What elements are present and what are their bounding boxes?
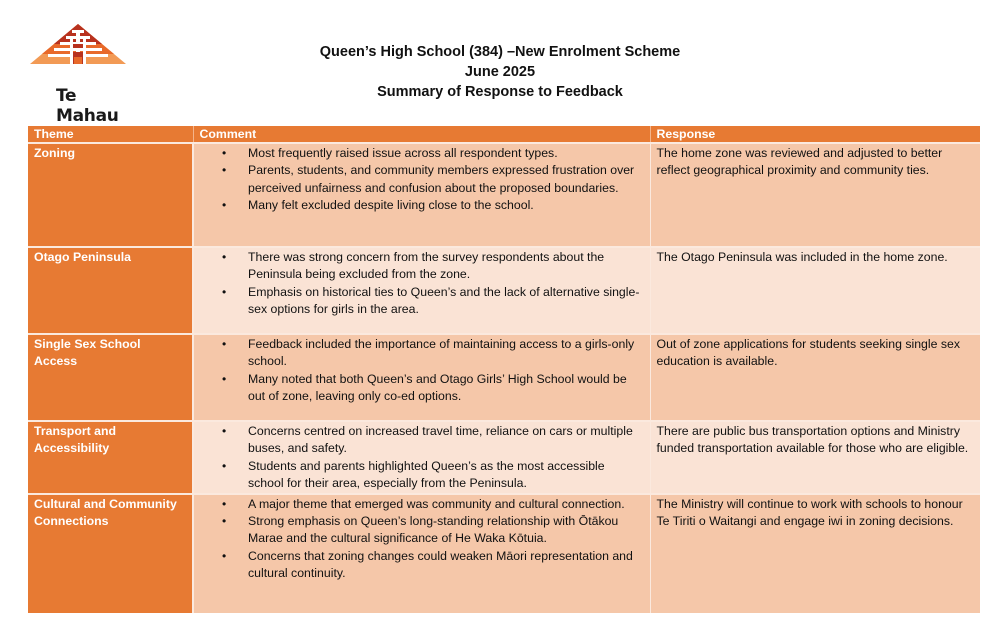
comment-item: • Strong emphasis on Queen’s long-standing relationship with Ōtākou Marae and the cultural significance of He Waka Kōtuia. [248, 513, 644, 548]
column-header-response: Response [650, 126, 980, 143]
document-title [240, 42, 760, 102]
column-header-theme: Theme [28, 126, 193, 143]
comment-list [200, 423, 644, 493]
comment-item: • Many felt excluded despite living close to the school. [248, 197, 644, 214]
response-cell: The Ministry will continue to work with schools to honour Te Tiriti o Waitangi and engage iwi in zoning decisions. [650, 494, 980, 613]
comment-item: • Parents, students, and community members expressed frustration over perceived unfairness and confusion about the proposed boundaries. [248, 162, 644, 197]
response-cell: There are public bus transportation options and Ministry funded transportation available for those who are eligible. [650, 421, 980, 494]
te-mahau-logo [28, 22, 128, 126]
table-row [28, 247, 980, 334]
comment-item: • A major theme that emerged was community and cultural connection. [248, 496, 644, 513]
te-mahau-triangle-logo-icon [28, 22, 128, 66]
theme-cell: Transport and Accessibility [28, 421, 193, 494]
comment-cell [193, 143, 650, 247]
comment-item: • Feedback included the importance of maintaining access to a girls-only school. [248, 336, 644, 371]
table-row [28, 494, 980, 613]
comment-list [200, 496, 644, 583]
theme-cell: Single Sex School Access [28, 334, 193, 421]
response-cell: The home zone was reviewed and adjusted to better reflect geographical proximity and community ties. [650, 143, 980, 247]
comment-item: • Emphasis on historical ties to Queen’s and the lack of alternative single-sex options for girls in the area. [248, 284, 644, 319]
comment-item: • Many noted that both Queen’s and Otago Girls’ High School would be out of zone, leaving only co-ed options. [248, 371, 644, 406]
response-cell: Out of zone applications for students seeking single sex education is available. [650, 334, 980, 421]
comment-item: • Students and parents highlighted Queen’s as the most accessible school for their area, especially from the Peninsula. [248, 458, 644, 493]
comment-item: • Concerns that zoning changes could weaken Māori representation and cultural continuity. [248, 548, 644, 583]
theme-cell: Cultural and Community Connections [28, 494, 193, 613]
table-row [28, 421, 980, 494]
comment-item: • Most frequently raised issue across all respondent types. [248, 145, 644, 162]
comment-cell [193, 421, 650, 494]
comment-item: • Concerns centred on increased travel time, reliance on cars or multiple buses, and safety. [248, 423, 644, 458]
title-school: Queen’s High School (384) –New Enrolment Scheme [319, 44, 681, 60]
comment-cell [193, 247, 650, 334]
table-row [28, 143, 980, 247]
response-cell: The Otago Peninsula was included in the home zone. [650, 247, 980, 334]
feedback-table [28, 126, 980, 613]
comment-cell [193, 494, 650, 613]
comment-list [200, 336, 644, 406]
comment-cell [193, 334, 650, 421]
comment-item: • There was strong concern from the survey respondents about the Peninsula being excluded from the zone. [248, 249, 644, 284]
comment-list [200, 249, 644, 319]
table-header-row [28, 126, 980, 143]
table-row [28, 334, 980, 421]
theme-cell: Zoning [28, 143, 193, 247]
column-header-comment: Comment [193, 126, 650, 143]
logo-text: Te Mahau [56, 86, 119, 126]
theme-cell: Otago Peninsula [28, 247, 193, 334]
title-summary: Summary of Response to Feedback [377, 84, 623, 100]
comment-list [200, 145, 644, 215]
title-date: June 2025 [464, 64, 536, 80]
